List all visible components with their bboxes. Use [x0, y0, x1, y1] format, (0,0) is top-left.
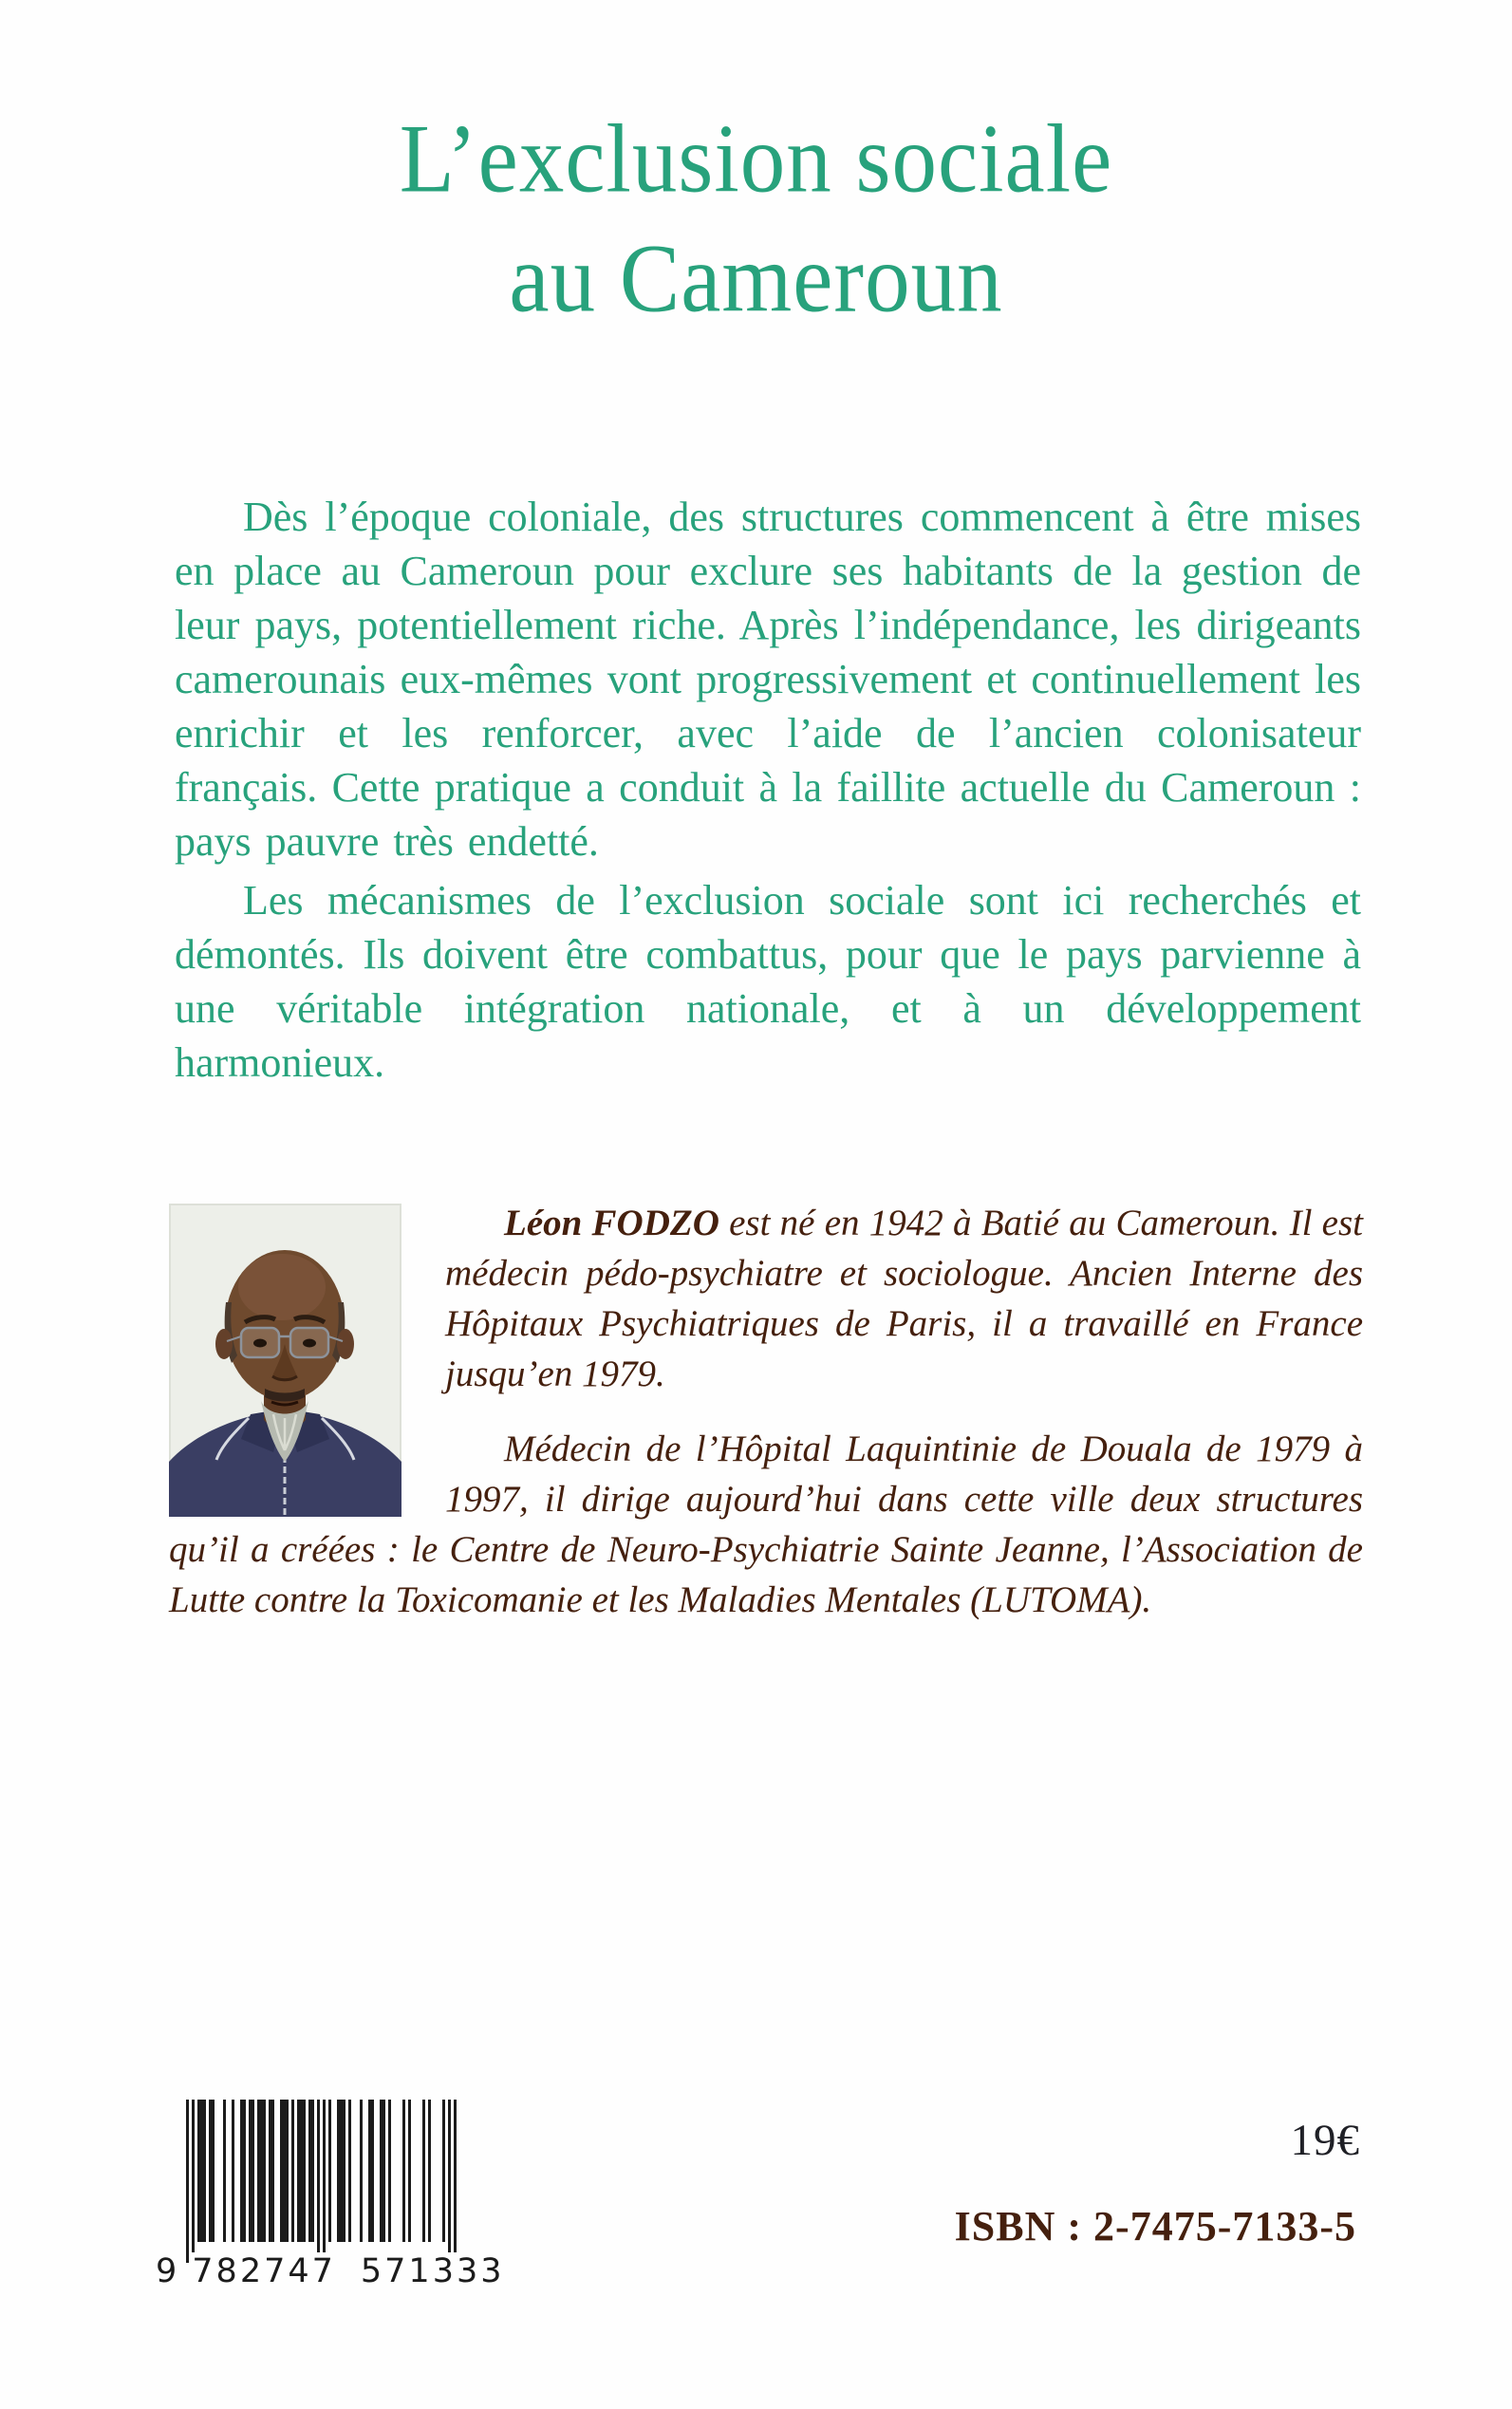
author-photo: [169, 1204, 401, 1517]
book-title-line2: au Cameroun: [509, 223, 1003, 333]
author-bio-paragraph-1-text: est né en 1942 à Batié au Cameroun. Il est médecin pédo-psychiatre et sociologue. Ancien Interne des Hôpitaux Psychiatriques de Paris, il a travaillé en France jusqu’en 1979.: [445, 1203, 1364, 1394]
barcode-digits: [156, 2252, 505, 2290]
barcode: [156, 2100, 509, 2290]
book-title: [0, 99, 1512, 338]
isbn-label: ISBN : 2-7475-7133-5: [954, 2203, 1356, 2250]
barcode-digits-left: 782747: [192, 2252, 336, 2290]
author-portrait-illustration: [169, 1204, 401, 1517]
barcode-digits-right: 571333: [360, 2252, 505, 2290]
author-bio-section: [169, 1198, 1363, 1625]
price-label: 19€: [1290, 2116, 1360, 2165]
barcode-bars: [186, 2100, 457, 2263]
synopsis-paragraph-2: Les mécanismes de l’exclusion sociale sont ici recherchés et démontés. Ils doivent être combattus, pour que le pays parvienne à une véritable intégration nationale, et à un développement harmonieux.: [175, 877, 1361, 1086]
author-name: Léon FODZO: [504, 1203, 719, 1243]
book-title-line1: L’exclusion sociale: [399, 103, 1113, 214]
barcode-digit-first: 9: [156, 2252, 177, 2290]
synopsis-paragraph-1: Dès l’époque coloniale, des structures commencent à être mises en place au Cameroun pour exclure ses habitants de la gestion de leur pays, potentiellement riche. Après l’indépendance, les dirigeants camerounais eux-mêmes vont progressivement et continuellement les enrichir et les renforcer, avec l’aide de l’ancien colonisateur français. Cette pratique a conduit à la faillite actuelle du Cameroun : pays pauvre très endetté.: [175, 494, 1361, 865]
author-bio-paragraph-2: Médecin de l’Hôpital Laquintinie de Douala de 1979 à 1997, il dirige aujourd’hui dans cette ville deux structures qu’il a créées : le Centre de Neuro-Psychiatrie Sainte Jeanne, l’Association de Lutte contre la Toxicomanie et les Maladies Mentales (LUTOMA).: [169, 1429, 1363, 1620]
